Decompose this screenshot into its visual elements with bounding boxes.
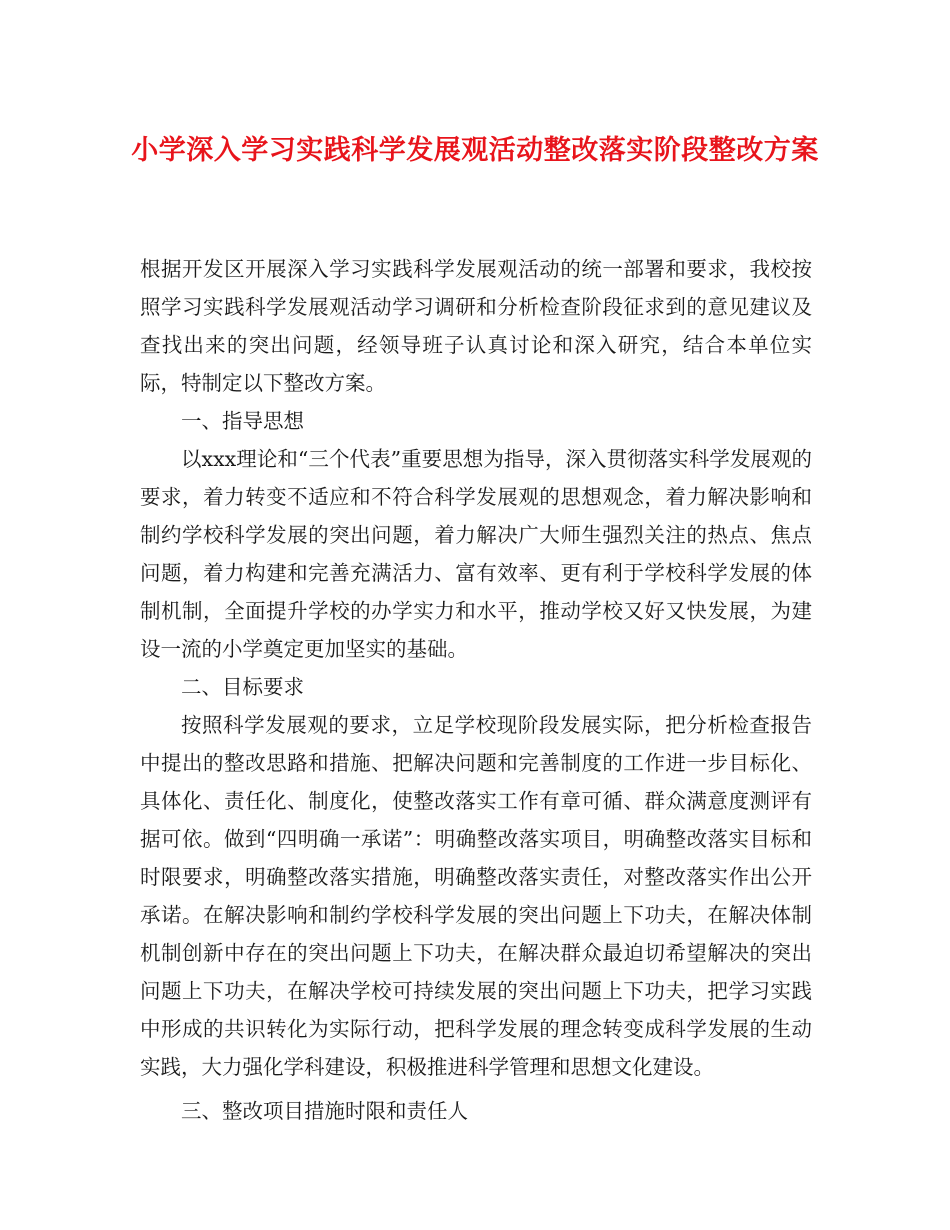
intro-paragraph: 根据开发区开展深入学习实践科学发展观活动的统一部署和要求，我校按照学习实践科学发展观活动学习调研和分析检查阶段征求到的意见建议及查找出来的突出问题，经领导班子认真讨论和深入研究，结合本单位实际，特制定以下整改方案。 [140, 257, 812, 395]
section-body-guiding-ideology: 以xxx理论和“三个代表”重要思想为指导，深入贯彻落实科学发展观的要求，着力转变不适应和不符合科学发展观的思想观念，着力解决影响和制约学校科学发展的突出问题，着力解决广大师生强烈关注的热点、焦点问题，着力构建和完善充满活力、富有效率、更有利于学校科学发展的体制机制，全面提升学校的办学实力和水平，推动学校又好又快发展，为建设一流的小学奠定更加坚实的基础。 [140, 447, 812, 661]
section-heading-guiding-ideology: 一、指导思想 [181, 409, 304, 433]
section-heading-goals: 二、目标要求 [181, 675, 304, 699]
section-heading-rectification-items: 三、整改项目措施时限和责任人 [181, 1099, 468, 1123]
document-title: 小学深入学习实践科学发展观活动整改落实阶段整改方案 [131, 135, 819, 166]
section-body-goals: 按照科学发展观的要求，立足学校现阶段发展实际，把分析检查报告中提出的整改思路和措施、把解决问题和完善制度的工作进一步目标化、具体化、责任化、制度化，使整改落实工作有章可循、群众满意度测评有据可依。做到“四明确一承诺”：明确整改落实项目，明确整改落实目标和时限要求，明确整改落实措施，明确整改落实责任，对整改落实作出公开承诺。在解决影响和制约学校科学发展的突出问题上下功夫，在解决体制机制创新中存在的突出问题上下功夫，在解决群众最迫切希望解决的突出问题上下功夫，在解决学校可持续发展的突出问题上下功夫，把学习实践中形成的共识转化为实际行动，把科学发展的理念转变成科学发展的生动实践，大力强化学科建设，积极推进科学管理和思想文化建设。 [140, 713, 812, 1079]
document-body [140, 250, 812, 1130]
